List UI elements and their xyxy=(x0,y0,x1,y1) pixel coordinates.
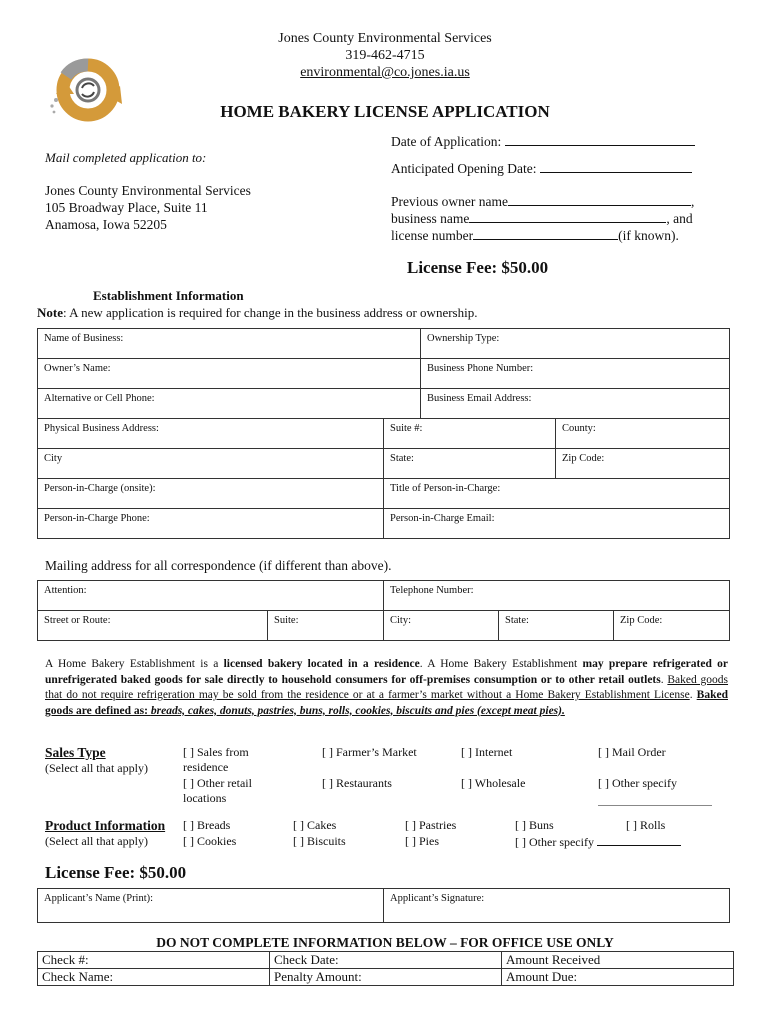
opening-date-label: Anticipated Opening Date: xyxy=(391,161,537,176)
date-of-application-field[interactable] xyxy=(505,134,695,146)
product-sub: (Select all that apply) xyxy=(45,834,148,848)
applicant-name-field[interactable]: Applicant’s Name (Print): xyxy=(38,889,384,923)
mailing-city-field[interactable]: City: xyxy=(384,611,499,641)
establishment-table xyxy=(37,328,730,419)
product-biscuits-option[interactable]: [ ] Biscuits xyxy=(293,834,346,848)
establishment-heading: Establishment Information xyxy=(93,288,244,303)
table-row xyxy=(38,969,734,986)
sales-residence-option[interactable] xyxy=(183,745,249,775)
previous-license xyxy=(391,228,679,244)
date-of-application-label: Date of Application: xyxy=(391,134,502,149)
table-row xyxy=(38,359,730,389)
mail-line-3: Anamosa, Iowa 52205 xyxy=(45,217,167,232)
physical-address-field[interactable]: Physical Business Address: xyxy=(38,419,384,449)
amount-due-cell: Amount Due: xyxy=(502,969,734,986)
attention-field[interactable]: Attention: xyxy=(38,581,384,611)
note-text: : A new application is required for change in the business address or ownership. xyxy=(63,305,478,320)
mailing-street-field[interactable]: Street or Route: xyxy=(38,611,268,641)
sales-retail-option[interactable] xyxy=(183,776,252,806)
table-row xyxy=(38,449,730,479)
applicant-signature-field[interactable]: Applicant’s Signature: xyxy=(384,889,730,923)
alt-phone-field[interactable]: Alternative or Cell Phone: xyxy=(38,389,421,419)
opening-date-field[interactable] xyxy=(540,161,692,173)
previous-owner-end: , xyxy=(690,194,695,209)
para-underline-1: Baked goods that do not require refrigeration may be sold from the residence or at a farmer’s market without a Home Bakery Establishment License xyxy=(45,673,729,701)
table-row xyxy=(38,611,730,641)
suite-field[interactable]: Suite #: xyxy=(384,419,556,449)
sales-type-heading-text: Sales Type xyxy=(45,745,106,760)
sales-residence-label-2: residence xyxy=(183,760,229,774)
sales-retail-label-2: locations xyxy=(183,791,227,805)
para-bold-1: licensed bakery located in a residence xyxy=(223,658,420,670)
description-paragraph xyxy=(45,657,728,719)
table-row xyxy=(38,581,730,611)
address-table xyxy=(37,418,730,479)
sales-wholesale-option[interactable]: [ ] Wholesale xyxy=(461,776,526,790)
para-bold-2: may prepare refrigerated or unrefrigerated baked goods for sale directly to household consumers for off-premises consumption or to other retail outlets xyxy=(45,658,728,686)
check-name-cell: Check Name: xyxy=(38,969,270,986)
office-use-table xyxy=(37,951,734,986)
table-row xyxy=(38,952,734,969)
check-number-cell: Check #: xyxy=(38,952,270,969)
product-other-label: [ ] Other specify xyxy=(515,835,594,849)
table-row xyxy=(38,509,730,539)
amount-received-cell: Amount Received xyxy=(502,952,734,969)
sales-mail-option[interactable]: [ ] Mail Order xyxy=(598,745,666,759)
org-name: Jones County Environmental Services xyxy=(278,31,492,46)
table-row xyxy=(38,479,730,509)
product-buns-option[interactable]: [ ] Buns xyxy=(515,818,554,832)
telephone-field[interactable]: Telephone Number: xyxy=(384,581,730,611)
sales-retail-label-1: [ ] Other retail xyxy=(183,776,252,790)
ownership-type-field[interactable]: Ownership Type: xyxy=(421,329,730,359)
opening-date xyxy=(391,161,692,177)
mail-line-2: 105 Broadway Place, Suite 11 xyxy=(45,200,208,215)
mailing-heading: Mailing address for all correspondence (if different than above). xyxy=(45,558,392,573)
note-label: Note xyxy=(37,305,63,320)
sales-restaurants-option[interactable]: [ ] Restaurants xyxy=(322,776,392,790)
previous-business xyxy=(391,211,693,227)
mailing-state-field[interactable]: State: xyxy=(499,611,614,641)
license-fee-top: License Fee: $50.00 xyxy=(407,258,549,277)
license-fee-bottom: License Fee: $50.00 xyxy=(45,863,187,882)
zip-field[interactable]: Zip Code: xyxy=(556,449,730,479)
sales-internet-option[interactable]: [ ] Internet xyxy=(461,745,513,759)
para-text-4: . xyxy=(689,689,697,701)
para-text-1: A Home Bakery Establishment is a xyxy=(45,658,224,670)
mailing-table-2 xyxy=(37,610,730,641)
county-field[interactable]: County: xyxy=(556,419,730,449)
para-bold-italic: breads, cakes, donuts, pastries, buns, rolls, cookies, biscuits and pies (except meat pies). xyxy=(150,704,565,717)
applicant-table xyxy=(37,888,730,923)
product-pastries-option[interactable]: [ ] Pastries xyxy=(405,818,457,832)
mail-line-1: Jones County Environmental Services xyxy=(45,183,251,198)
previous-license-field[interactable] xyxy=(473,228,618,240)
office-use-heading: DO NOT COMPLETE INFORMATION BELOW – FOR OFFICE USE ONLY xyxy=(156,935,614,950)
product-breads-option[interactable]: [ ] Breads xyxy=(183,818,231,832)
sales-type-sub: (Select all that apply) xyxy=(45,761,148,775)
table-row xyxy=(38,389,730,419)
org-phone: 319-462-4715 xyxy=(345,48,425,63)
product-other-option[interactable] xyxy=(515,834,681,850)
table-row xyxy=(38,329,730,359)
previous-license-end: (if known). xyxy=(618,228,679,243)
product-cookies-option[interactable]: [ ] Cookies xyxy=(183,834,237,848)
previous-owner-field[interactable] xyxy=(508,194,691,206)
previous-license-label: license number xyxy=(391,228,474,243)
previous-owner xyxy=(391,194,694,210)
table-row xyxy=(38,419,730,449)
business-email-field[interactable]: Business Email Address: xyxy=(421,389,730,419)
table-row xyxy=(38,889,730,923)
business-phone-field[interactable]: Business Phone Number: xyxy=(421,359,730,389)
product-rolls-option[interactable]: [ ] Rolls xyxy=(626,818,666,832)
establishment-note xyxy=(37,305,477,321)
product-other-specify-field[interactable] xyxy=(597,834,681,846)
org-email-wrap xyxy=(0,65,770,81)
city-field[interactable]: City xyxy=(38,449,384,479)
penalty-amount-cell: Penalty Amount: xyxy=(270,969,502,986)
previous-business-field[interactable] xyxy=(469,211,666,223)
previous-owner-label: Previous owner name xyxy=(391,194,508,209)
sales-farmers-option[interactable]: [ ] Farmer’s Market xyxy=(322,745,417,759)
person-in-charge-table xyxy=(37,478,730,539)
para-text-3: . xyxy=(660,673,668,686)
previous-business-end: , and xyxy=(666,211,693,226)
pic-email-field[interactable]: Person-in-Charge Email: xyxy=(384,509,730,539)
mailing-zip-field[interactable]: Zip Code: xyxy=(614,611,730,641)
product-heading-text: Product Information xyxy=(45,818,166,833)
pic-phone-field[interactable]: Person-in-Charge Phone: xyxy=(38,509,384,539)
date-of-application xyxy=(391,134,695,150)
sales-type-heading xyxy=(45,745,106,761)
mailing-table-1 xyxy=(37,580,730,611)
state-field[interactable]: State: xyxy=(384,449,556,479)
page-title: HOME BAKERY LICENSE APPLICATION xyxy=(220,102,550,121)
product-heading xyxy=(45,818,165,834)
sales-other-specify-field[interactable] xyxy=(598,805,712,806)
previous-business-label: business name xyxy=(391,211,470,226)
pic-onsite-field[interactable]: Person-in-Charge (onsite): xyxy=(38,479,384,509)
owner-name-field[interactable]: Owner’s Name: xyxy=(38,359,421,389)
mailing-suite-field[interactable]: Suite: xyxy=(268,611,384,641)
para-text-2: . A Home Bakery Establishment xyxy=(419,658,583,670)
para-bold-underline: Baked goods are defined as: xyxy=(45,689,728,717)
business-name-field[interactable]: Name of Business: xyxy=(38,329,421,359)
mail-intro: Mail completed application to: xyxy=(45,150,207,165)
pic-title-field[interactable]: Title of Person-in-Charge: xyxy=(384,479,730,509)
sales-residence-label-1: [ ] Sales from xyxy=(183,745,249,759)
check-date-cell: Check Date: xyxy=(270,952,502,969)
product-pies-option[interactable]: [ ] Pies xyxy=(405,834,439,848)
sales-other-option[interactable]: [ ] Other specify xyxy=(598,776,677,790)
org-email-link[interactable]: environmental@co.jones.ia.us xyxy=(300,65,470,80)
product-cakes-option[interactable]: [ ] Cakes xyxy=(293,818,337,832)
